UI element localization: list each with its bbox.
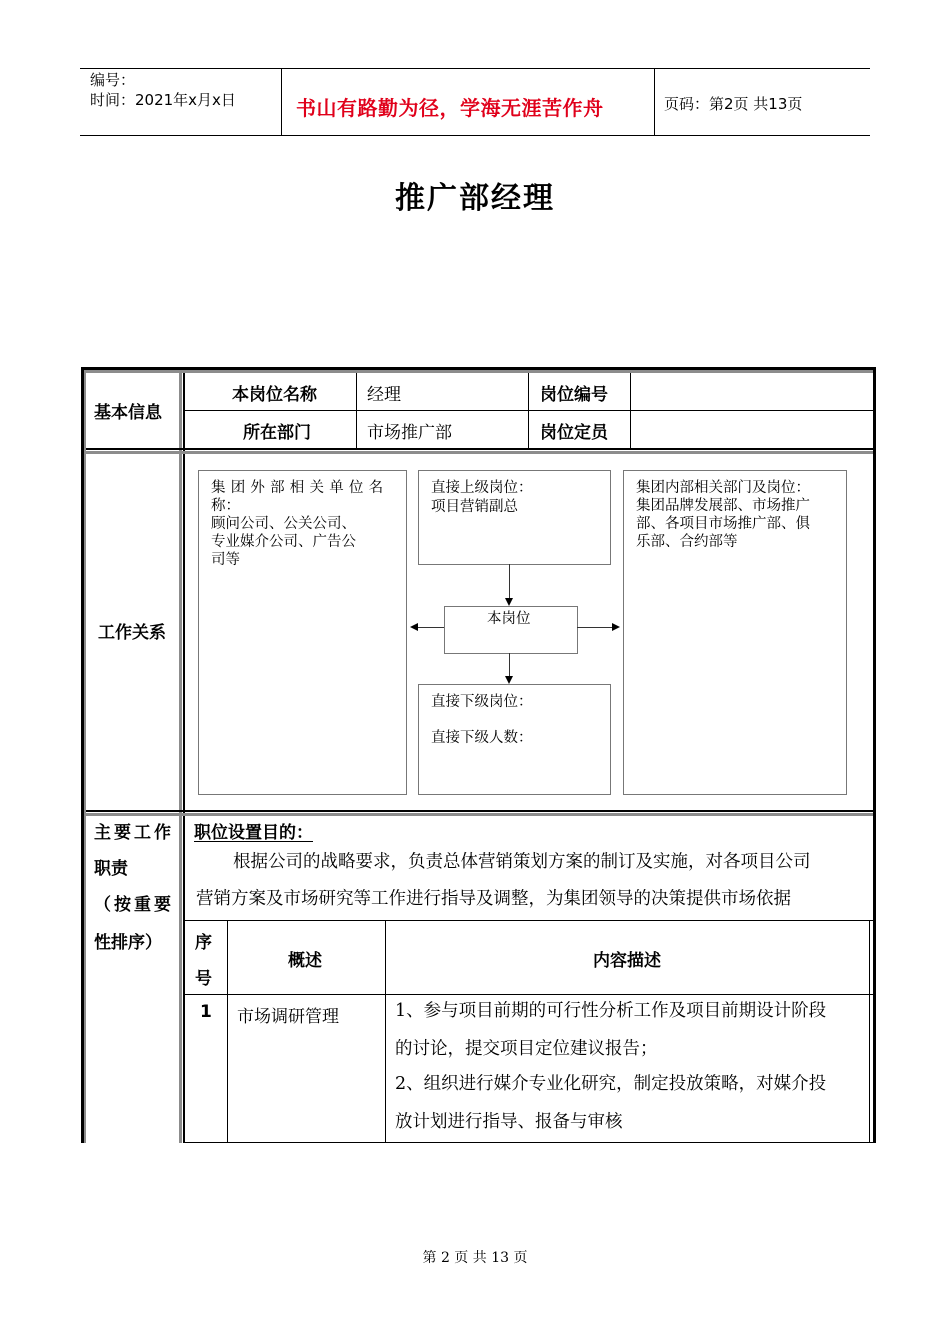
internal-line3: 部、各项目市场推广部、俱 xyxy=(636,516,810,532)
row-desc-line-1: 1、参与项目前期的可行性分析工作及项目前期设计阶段 xyxy=(395,1001,827,1021)
header-motto: 书山有路勤为径，学海无涯苦作舟 xyxy=(296,96,604,120)
internal-line2: 集团品牌发展部、市场推广 xyxy=(636,498,810,514)
purpose-line-1: 根据公司的战略要求，负责总体营销策划方案的制订及实施，对各项目公司 xyxy=(233,852,811,872)
external-line3: 顾问公司、公关公司、 xyxy=(211,516,356,532)
subordinate-label: 直接下级岗位： xyxy=(431,694,533,710)
row-summary: 市场调研管理 xyxy=(237,1007,339,1027)
external-line5: 司等 xyxy=(211,552,240,568)
internal-line1: 集团内部相关部门及岗位： xyxy=(636,480,810,496)
row-desc-line-3: 2、组织进行媒介专业化研究，制定投放策略，对媒介投 xyxy=(395,1074,827,1094)
superior-value: 项目营销副总 xyxy=(431,499,518,515)
row-seq: 1 xyxy=(200,1002,212,1022)
superior-label: 直接上级岗位： xyxy=(431,480,533,496)
header-time: 时间：2021年x月x日 xyxy=(90,91,236,109)
purpose-line-2: 营销方案及市场研究等工作进行指导及调整，为集团领导的决策提供市场依据 xyxy=(196,889,791,909)
header-page-info: 页码：第2页 共13页 xyxy=(664,95,803,113)
subordinate-count-label: 直接下级人数： xyxy=(431,730,533,746)
department-label: 所在部门 xyxy=(243,423,311,443)
description-header: 内容描述 xyxy=(593,951,661,971)
post-name-value: 经理 xyxy=(367,385,401,405)
document-title: 推广部经理 xyxy=(395,181,555,216)
seq-header-1: 序 xyxy=(195,933,212,953)
summary-header: 概述 xyxy=(288,951,322,971)
page-footer: 第 2 页 共 13 页 xyxy=(422,1250,528,1266)
external-line2: 称： xyxy=(211,498,240,514)
external-line1: 集团外部相关单位名 xyxy=(211,480,389,496)
work-relations-label: 工作关系 xyxy=(98,623,166,643)
subordinate-post-box xyxy=(418,684,611,795)
seq-header-2: 号 xyxy=(195,969,212,989)
external-units-box xyxy=(198,470,407,795)
row-desc-line-2: 的讨论，提交项目定位建议报告； xyxy=(395,1039,658,1059)
internal-line4: 乐部、合约部等 xyxy=(636,534,738,550)
headcount-label: 岗位定员 xyxy=(540,423,608,443)
duties-label-2: 职责 xyxy=(94,859,128,879)
purpose-heading: 职位设置目的： xyxy=(194,823,313,843)
basic-info-label: 基本信息 xyxy=(94,403,162,423)
self-post-label: 本岗位 xyxy=(487,611,531,627)
internal-departments-box xyxy=(623,470,847,795)
post-code-label: 岗位编号 xyxy=(540,385,608,405)
department-value: 市场推广部 xyxy=(367,423,452,443)
external-line4: 专业媒介公司、广告公 xyxy=(211,534,356,550)
duties-label-3: （按重要 xyxy=(94,895,174,915)
row-desc-line-4: 放计划进行指导、报备与审核 xyxy=(395,1112,623,1132)
self-post-box xyxy=(444,606,578,654)
superior-post-box xyxy=(418,470,611,565)
post-name-label: 本岗位名称 xyxy=(232,385,317,405)
header-number-label: 编号： xyxy=(90,71,136,89)
duties-label-1: 主要工作 xyxy=(94,823,174,843)
duties-label-4: 性排序） xyxy=(94,933,162,953)
